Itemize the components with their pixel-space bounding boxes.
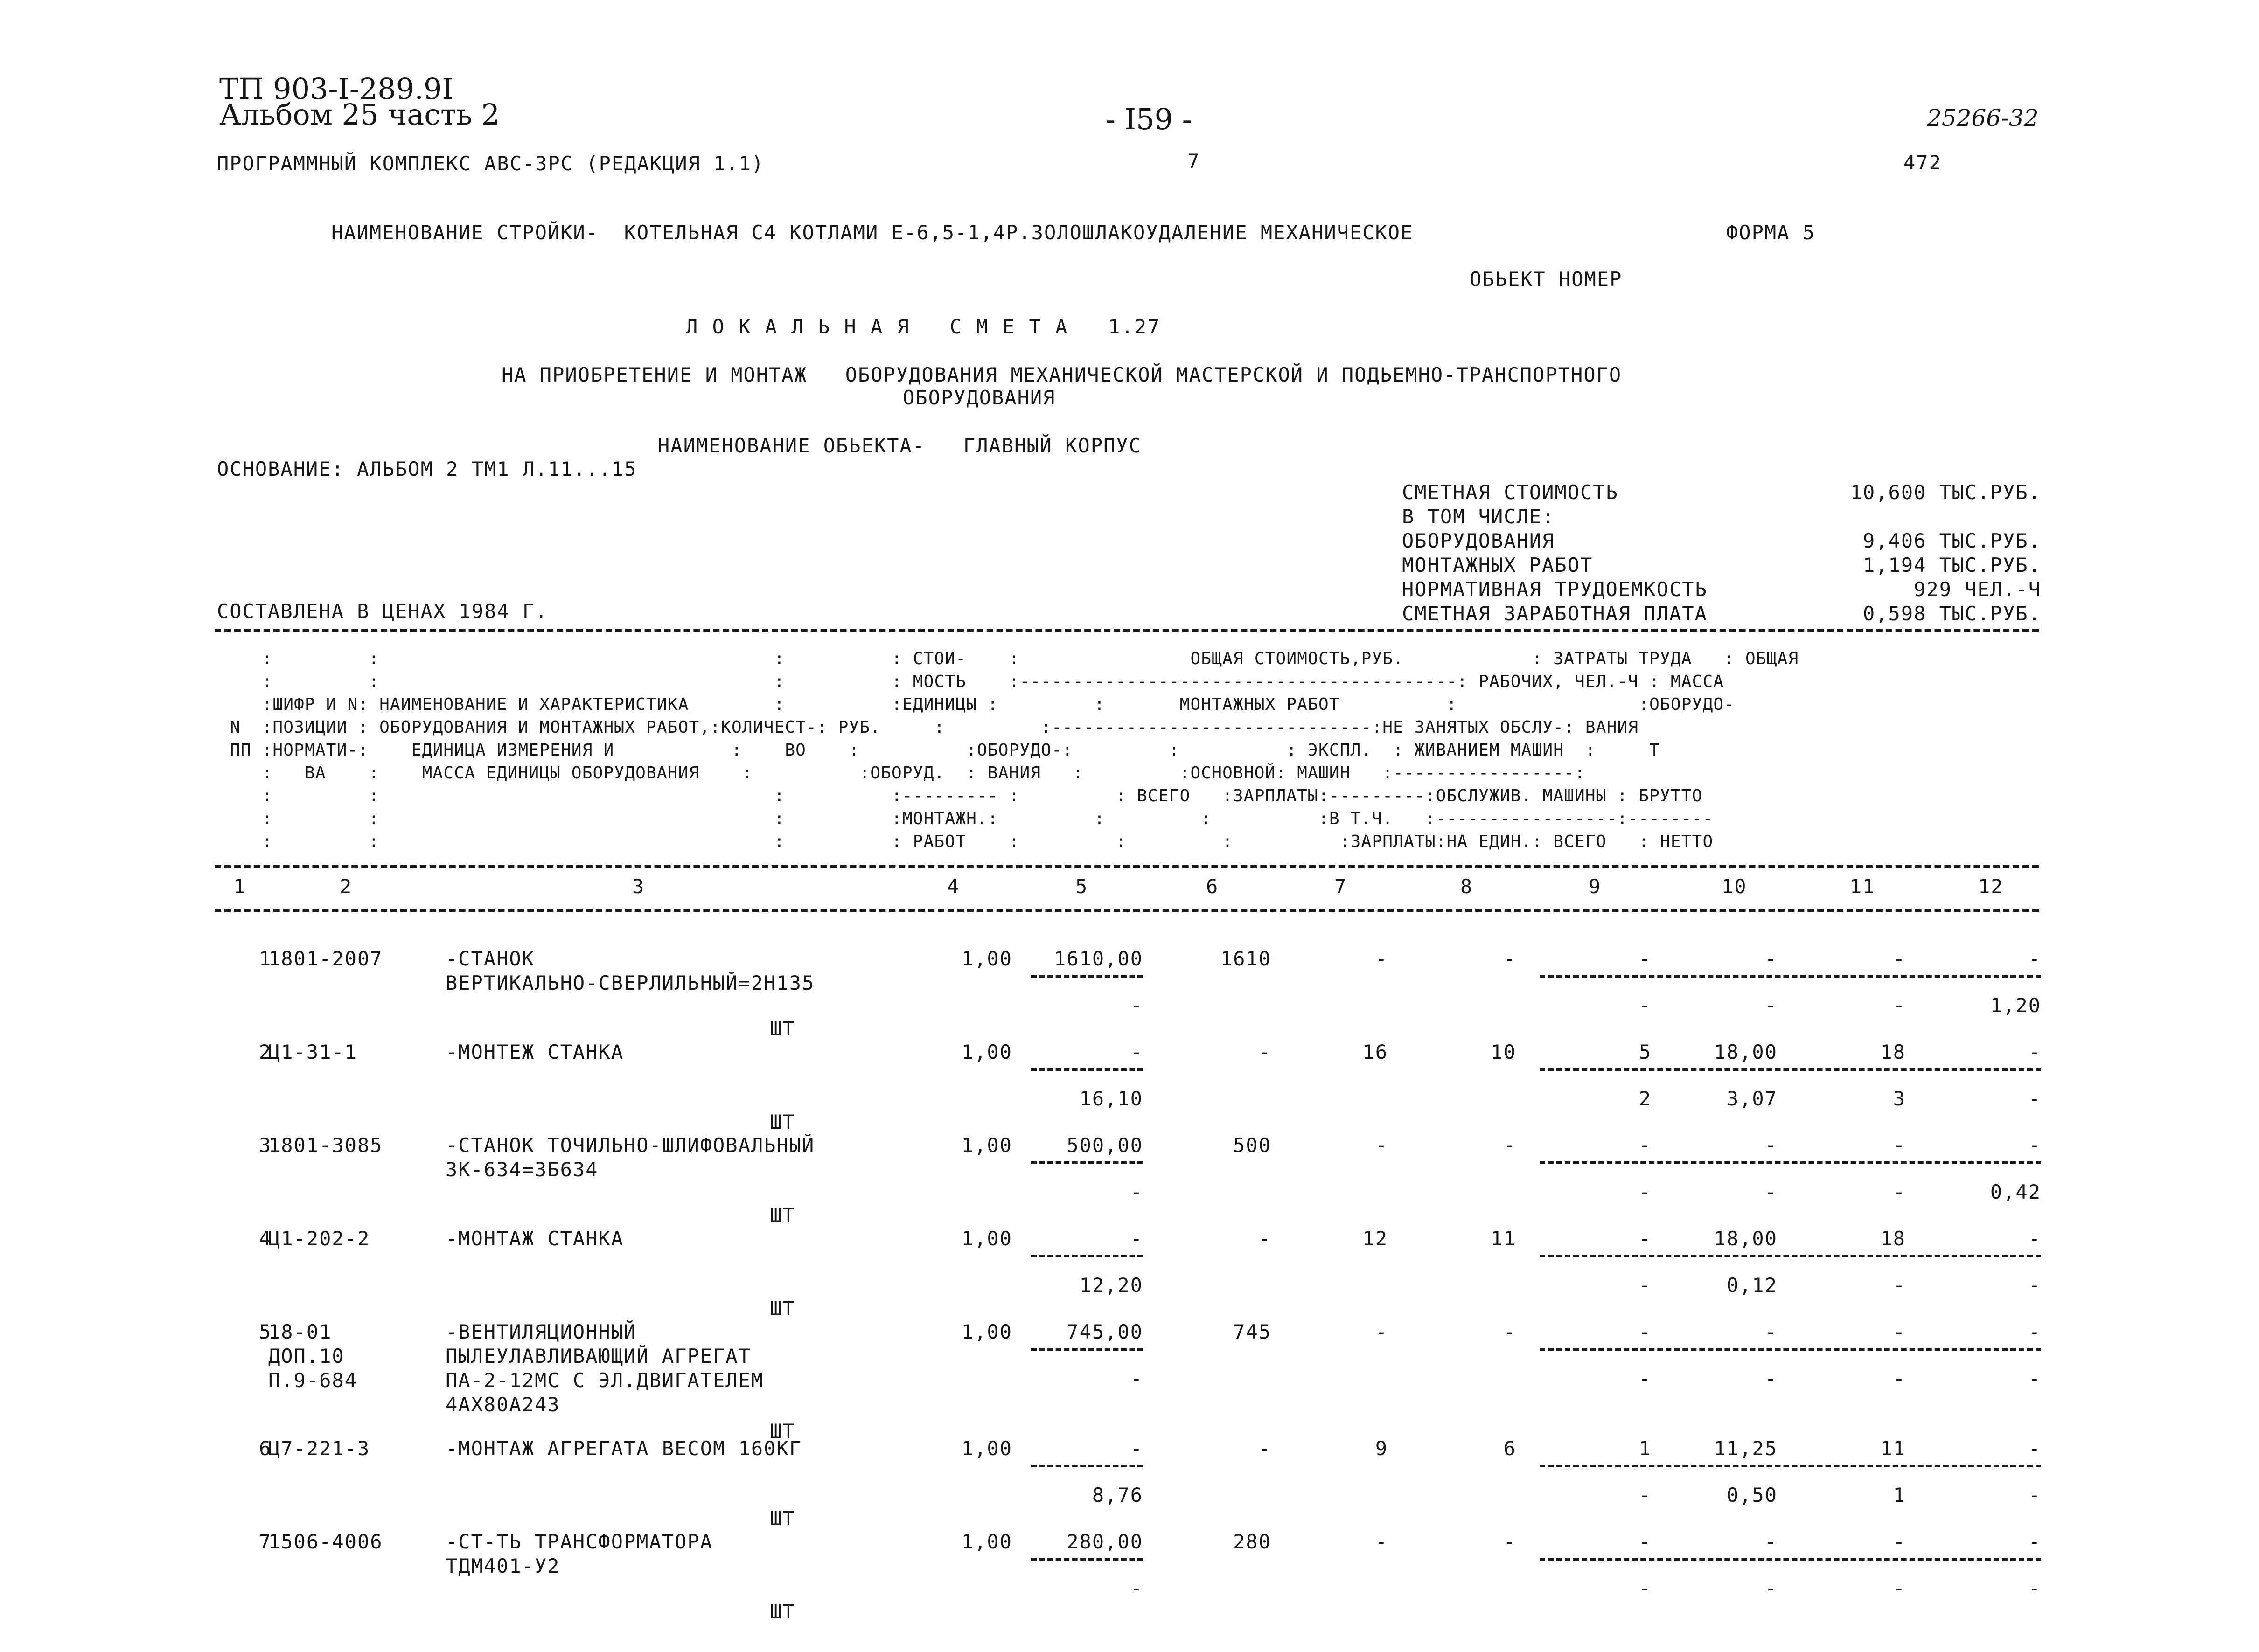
row-quantity: 1,00 xyxy=(961,1041,1012,1063)
row-labor-unit: - xyxy=(1764,1134,1778,1157)
row-labor-total-machine: - xyxy=(1893,1180,1906,1203)
header-line: ПП :НОРМАТИ-: ЕДИНИЦА ИЗМЕРЕНИЯ И : ВО : :ОБОРУДО-: : : ЭКСПЛ. : ЖИВАНИЕМ МАШИН : Т xyxy=(219,741,1660,760)
row-name: -МОНТАЖ СТАНКА xyxy=(446,1227,624,1250)
document-code: ТП 903-I-289.9I xyxy=(219,72,453,106)
row-mass-net: - xyxy=(2028,1367,2041,1390)
column-number: 6 xyxy=(1206,875,1219,898)
row-labor-unit-machine: - xyxy=(1764,1367,1778,1390)
row-number: 1 xyxy=(259,947,272,970)
row-quantity: 1,00 xyxy=(961,1134,1012,1157)
row-unit-cost-equipment: - xyxy=(1130,1437,1143,1460)
row-number: 5 xyxy=(259,1320,272,1343)
summary-label: МОНТАЖНЫХ РАБОТ xyxy=(1402,554,1593,576)
purpose-line-1: НА ПРИОБРЕТЕНИЕ И МОНТАЖ ОБОРУДОВАНИЯ МЕХАНИЧЕСКОЙ МАСТЕРСКОЙ И ПОДЬЕМНО-ТРАНСПОРТНОГО xyxy=(502,363,1622,386)
row-install-total: 9 xyxy=(1375,1437,1388,1460)
summary-label: СМЕТНАЯ СТОИМОСТЬ xyxy=(1402,481,1618,504)
cell-divider xyxy=(1031,1255,1143,1257)
row-unit-cost-equipment: 745,00 xyxy=(1067,1320,1143,1343)
row-quantity: 1,00 xyxy=(961,1437,1012,1460)
row-machine-cost: - xyxy=(1638,1134,1652,1157)
cell-divider xyxy=(1540,1068,2041,1071)
cell-divider xyxy=(1540,1255,2041,1257)
row-machine-cost: - xyxy=(1638,1227,1652,1250)
row-quantity: 1,00 xyxy=(961,947,1012,970)
row-mass-net: - xyxy=(2028,1484,2041,1506)
column-number: 10 xyxy=(1722,875,1747,898)
row-name: -СТАНОК xyxy=(446,947,535,970)
header-line: N :ПОЗИЦИИ : ОБОРУДОВАНИЯ И МОНТАЖНЫХ РАБОТ,:КОЛИЧЕСТ-: РУБ. : :------------------------------:НЕ ЗАНЯТЫХ ОБСЛУ-: ВАНИЯ xyxy=(219,718,1639,737)
row-mass-gross: - xyxy=(2028,1041,2041,1063)
cell-divider xyxy=(1031,1558,1143,1561)
row-labor-unit-machine: - xyxy=(1764,1577,1778,1600)
row-base-salary: 11 xyxy=(1491,1227,1516,1250)
summary-value: 9,406 ТЫС.РУБ. xyxy=(1850,529,2041,552)
row-machine-salary: 2 xyxy=(1638,1087,1652,1110)
row-machine-salary: - xyxy=(1638,1274,1652,1297)
row-labor-total-machine: - xyxy=(1893,1367,1906,1390)
album-label: Альбом 25 часть 2 xyxy=(219,97,500,132)
row-mass-gross: - xyxy=(2028,1437,2041,1460)
row-labor-unit: - xyxy=(1764,1320,1778,1343)
row-number: 4 xyxy=(259,1227,272,1250)
row-equipment-total: 745 xyxy=(1233,1320,1271,1343)
cell-divider xyxy=(1540,1465,2041,1467)
cell-divider xyxy=(1540,1558,2041,1561)
cell-divider xyxy=(1540,1348,2041,1351)
row-code: ДОП.10 xyxy=(268,1345,345,1367)
row-unit: ШТ xyxy=(770,1297,795,1320)
row-name: ПЫЛЕУЛАВЛИВАЮЩИЙ АГРЕГАТ xyxy=(446,1345,751,1367)
row-number: 3 xyxy=(259,1134,272,1157)
column-number: 2 xyxy=(340,875,353,898)
row-number: 6 xyxy=(259,1437,272,1460)
row-labor-unit: - xyxy=(1764,947,1778,970)
row-install-total: - xyxy=(1375,1530,1388,1553)
row-install-total: - xyxy=(1375,1134,1388,1157)
row-base-salary: 6 xyxy=(1503,1437,1516,1460)
row-labor-unit-machine: - xyxy=(1764,1180,1778,1203)
row-unit-cost-equipment: 500,00 xyxy=(1067,1134,1143,1157)
row-mass-net: 1,20 xyxy=(1990,994,2041,1017)
row-name: ВЕРТИКАЛЬНО-СВЕРЛИЛЬНЫЙ=2Н135 xyxy=(446,972,815,994)
row-labor-total: - xyxy=(1893,1134,1906,1157)
column-number: 4 xyxy=(947,875,960,898)
row-machine-salary: - xyxy=(1638,1180,1652,1203)
row-labor-unit-machine: 0,50 xyxy=(1726,1484,1778,1506)
row-mass-net: - xyxy=(2028,1274,2041,1297)
row-name: ТДМ401-У2 xyxy=(446,1555,560,1577)
row-code: 18-01 xyxy=(268,1320,332,1343)
row-name: -ВЕНТИЛЯЦИОННЫЙ xyxy=(446,1320,637,1343)
row-unit: ШТ xyxy=(770,1111,795,1133)
row-code: Ц1-202-2 xyxy=(268,1227,370,1250)
row-unit-cost-install: 16,10 xyxy=(1079,1087,1143,1110)
row-quantity: 1,00 xyxy=(961,1320,1012,1343)
row-unit: ШТ xyxy=(770,1204,795,1227)
form-label: ФОРМА 5 xyxy=(1726,221,1816,244)
row-code: 1801-2007 xyxy=(268,947,383,970)
summary-value: 10,600 ТЫС.РУБ. xyxy=(1850,481,2041,504)
summary-label: ОБОРУДОВАНИЯ xyxy=(1402,529,1555,552)
header-line: : : : : МОСТЬ :-----------------------------------------: РАБОЧИХ, ЧЕЛ.-Ч : МАССА xyxy=(219,672,1724,691)
cell-divider xyxy=(1031,975,1143,978)
row-base-salary: - xyxy=(1503,1320,1516,1343)
row-code: 1506-4006 xyxy=(268,1530,383,1553)
row-unit-cost-equipment: 280,00 xyxy=(1067,1530,1143,1553)
column-number: 3 xyxy=(632,875,645,898)
column-number: 7 xyxy=(1334,875,1347,898)
column-number: 5 xyxy=(1075,875,1088,898)
row-base-salary: - xyxy=(1503,1530,1516,1553)
row-code: Ц7-221-3 xyxy=(268,1437,370,1460)
summary-label: СМЕТНАЯ ЗАРАБОТНАЯ ПЛАТА xyxy=(1402,602,1708,625)
cell-divider xyxy=(1031,1161,1143,1164)
row-machine-salary: - xyxy=(1638,1577,1652,1600)
row-labor-total: - xyxy=(1893,1320,1906,1343)
row-code: 1801-3085 xyxy=(268,1134,383,1157)
row-mass-gross: - xyxy=(2028,1320,2041,1343)
row-unit-cost-install: 8,76 xyxy=(1092,1484,1143,1506)
summary-value: 0,598 ТЫС.РУБ. xyxy=(1850,602,2041,625)
row-unit-cost-install: - xyxy=(1130,994,1143,1017)
cell-divider xyxy=(1031,1465,1143,1467)
column-number: 1 xyxy=(233,875,246,898)
row-unit-cost-equipment: 1610,00 xyxy=(1053,947,1143,970)
row-equipment-total: 1610 xyxy=(1220,947,1271,970)
row-mass-net: 0,42 xyxy=(1990,1180,2041,1203)
row-name: 4АХ80А243 xyxy=(446,1393,560,1416)
row-labor-unit-machine: 0,12 xyxy=(1726,1274,1778,1297)
row-machine-salary: - xyxy=(1638,1367,1652,1390)
program-line: ПРОГРАММНЫЙ КОМПЛЕКС АВС-3РС (РЕДАКЦИЯ 1.1) xyxy=(217,152,765,175)
row-unit-cost-install: - xyxy=(1130,1180,1143,1203)
row-base-salary: - xyxy=(1503,1134,1516,1157)
row-quantity: 1,00 xyxy=(961,1227,1012,1250)
row-equipment-total: 280 xyxy=(1233,1530,1271,1553)
summary-label: НОРМАТИВНАЯ ТРУДОЕМКОСТЬ xyxy=(1402,578,1708,601)
row-machine-cost: - xyxy=(1638,947,1652,970)
row-equipment-total: - xyxy=(1258,1227,1271,1250)
row-labor-total: 11 xyxy=(1880,1437,1906,1460)
object-name: НАИМЕНОВАНИЕ ОБЬЕКТА- ГЛАВНЫЙ КОРПУС xyxy=(658,434,1142,457)
row-equipment-total: - xyxy=(1258,1437,1271,1460)
header-line: :ШИФР И N: НАИМЕНОВАНИЕ И ХАРАКТЕРИСТИКА : :ЕДИНИЦЫ : : МОНТАЖНЫХ РАБОТ : :ОБОРУДО- xyxy=(219,695,1735,714)
header-line: : ВА : МАССА ЕДИНИЦЫ ОБОРУДОВАНИЯ : :ОБОРУД. : ВАНИЯ : :ОСНОВНОЙ: МАШИН :-----------------: xyxy=(219,764,1585,783)
sheet-number: 7 xyxy=(1187,150,1200,173)
column-number: 9 xyxy=(1589,875,1602,898)
row-mass-gross: - xyxy=(2028,1227,2041,1250)
row-labor-total-machine: - xyxy=(1893,1274,1906,1297)
row-base-salary: 10 xyxy=(1491,1041,1516,1063)
header-line: : : : :МОНТАЖН.: : : :В Т.Ч. :-----------------:-------- xyxy=(219,809,1714,828)
row-number: 7 xyxy=(259,1530,272,1553)
row-mass-net: - xyxy=(2028,1577,2041,1600)
row-quantity: 1,00 xyxy=(961,1530,1012,1553)
row-equipment-total: - xyxy=(1258,1041,1271,1063)
row-labor-unit: 11,25 xyxy=(1714,1437,1778,1460)
row-labor-total-machine: - xyxy=(1893,1577,1906,1600)
row-labor-total: 18 xyxy=(1880,1041,1906,1063)
row-base-salary: - xyxy=(1503,947,1516,970)
summary-value: 1,194 ТЫС.РУБ. xyxy=(1850,554,2041,576)
row-name: -СТАНОК ТОЧИЛЬНО-ШЛИФОВАЛЬНЫЙ xyxy=(446,1134,815,1157)
row-unit-cost-install: 12,20 xyxy=(1079,1274,1143,1297)
row-machine-cost: - xyxy=(1638,1530,1652,1553)
page-number: - I59 - xyxy=(1106,102,1192,136)
row-unit-cost-install: - xyxy=(1130,1367,1143,1390)
registration-number: 25266-32 xyxy=(1927,104,2039,132)
row-install-total: - xyxy=(1375,1320,1388,1343)
row-install-total: 16 xyxy=(1362,1041,1388,1063)
row-machine-cost: - xyxy=(1638,1320,1652,1343)
header-line: : : : : РАБОТ : : : :ЗАРПЛАТЫ:НА ЕДИН.: ВСЕГО : НЕТТО xyxy=(219,832,1714,851)
table-top-rule xyxy=(215,629,2039,632)
row-mass-gross: - xyxy=(2028,1134,2041,1157)
row-labor-total: 18 xyxy=(1880,1227,1906,1250)
row-name: -СТ-ТЬ ТРАНСФОРМАТОРА xyxy=(446,1530,713,1553)
row-number: 2 xyxy=(259,1041,272,1063)
row-machine-salary: - xyxy=(1638,1484,1652,1506)
row-labor-total: - xyxy=(1893,947,1906,970)
row-unit-cost-equipment: - xyxy=(1130,1041,1143,1063)
row-name: -МОНТАЖ АГРЕГАТА ВЕСОМ 160КГ xyxy=(446,1437,802,1460)
column-number: 11 xyxy=(1850,875,1876,898)
row-unit: ШТ xyxy=(770,1420,795,1443)
row-unit-cost-install: - xyxy=(1130,1577,1143,1600)
row-labor-unit-machine: 3,07 xyxy=(1726,1087,1778,1110)
row-equipment-total: 500 xyxy=(1233,1134,1271,1157)
header-line: : : : :--------- : : ВСЕГО :ЗАРПЛАТЫ:---------:ОБСЛУЖИВ. МАШИНЫ : БРУТТО xyxy=(219,786,1703,805)
cell-divider xyxy=(1540,1161,2041,1164)
row-name: ПА-2-12МС С ЭЛ.ДВИГАТЕЛЕМ xyxy=(446,1369,764,1392)
row-name: -МОНТЕЖ СТАНКА xyxy=(446,1041,624,1063)
purpose-line-2: ОБОРУДОВАНИЯ xyxy=(903,386,1056,409)
doc-number: 472 xyxy=(1903,151,1942,174)
row-machine-cost: 5 xyxy=(1638,1041,1652,1063)
row-install-total: - xyxy=(1375,947,1388,970)
column-number: 12 xyxy=(1978,875,2004,898)
row-unit: ШТ xyxy=(770,1507,795,1530)
row-labor-total-machine: 3 xyxy=(1893,1087,1906,1110)
column-number: 8 xyxy=(1460,875,1473,898)
construction-name: НАИМЕНОВАНИЕ СТРОЙКИ- КОТЕЛЬНАЯ С4 КОТЛАМИ Е-6,5-1,4Р.ЗОЛОШЛАКОУДАЛЕНИЕ МЕХАНИЧЕСКОЕ xyxy=(331,221,1414,244)
row-labor-unit: - xyxy=(1764,1530,1778,1553)
row-machine-salary: - xyxy=(1638,994,1652,1017)
summary-value: 929 ЧЕЛ.-Ч xyxy=(1876,578,2041,601)
row-code: Ц1-31-1 xyxy=(268,1041,358,1063)
row-mass-gross: - xyxy=(2028,1530,2041,1553)
row-unit: ШТ xyxy=(770,1600,795,1623)
row-labor-unit: 18,00 xyxy=(1714,1227,1778,1250)
row-mass-net: - xyxy=(2028,1087,2041,1110)
row-machine-cost: 1 xyxy=(1638,1437,1652,1460)
cell-divider xyxy=(1031,1068,1143,1071)
object-number-label: ОБЬЕКТ НОМЕР xyxy=(1470,268,1623,291)
row-unit: ШТ xyxy=(770,1017,795,1040)
row-labor-total-machine: - xyxy=(1893,994,1906,1017)
row-labor-total: - xyxy=(1893,1530,1906,1553)
row-labor-unit: 18,00 xyxy=(1714,1041,1778,1063)
cell-divider xyxy=(1540,975,2041,978)
header-rule xyxy=(215,865,2039,868)
cell-divider xyxy=(1031,1348,1143,1351)
basis-line: ОСНОВАНИЕ: АЛЬБОМ 2 ТМ1 Л.11...15 xyxy=(217,458,637,480)
estimate-title: Л О К А Л Ь Н А Я С М Е Т А 1.27 xyxy=(686,315,1161,338)
row-install-total: 12 xyxy=(1362,1227,1388,1250)
row-unit-cost-equipment: - xyxy=(1130,1227,1143,1250)
prices-year: СОСТАВЛЕНА В ЦЕНАХ 1984 Г. xyxy=(217,600,548,623)
row-name: 3К-634=3Б634 xyxy=(446,1158,599,1181)
summary-label: В ТОМ ЧИСЛЕ: xyxy=(1402,505,1555,528)
row-labor-unit-machine: - xyxy=(1764,994,1778,1017)
column-number-rule xyxy=(215,909,2039,912)
row-labor-total-machine: 1 xyxy=(1893,1484,1906,1506)
row-mass-gross: - xyxy=(2028,947,2041,970)
row-code: П.9-684 xyxy=(268,1369,358,1392)
header-line: : : : : СТОИ- : ОБЩАЯ СТОИМОСТЬ,РУБ. : ЗАТРАТЫ ТРУДА : ОБЩАЯ xyxy=(219,649,1799,668)
